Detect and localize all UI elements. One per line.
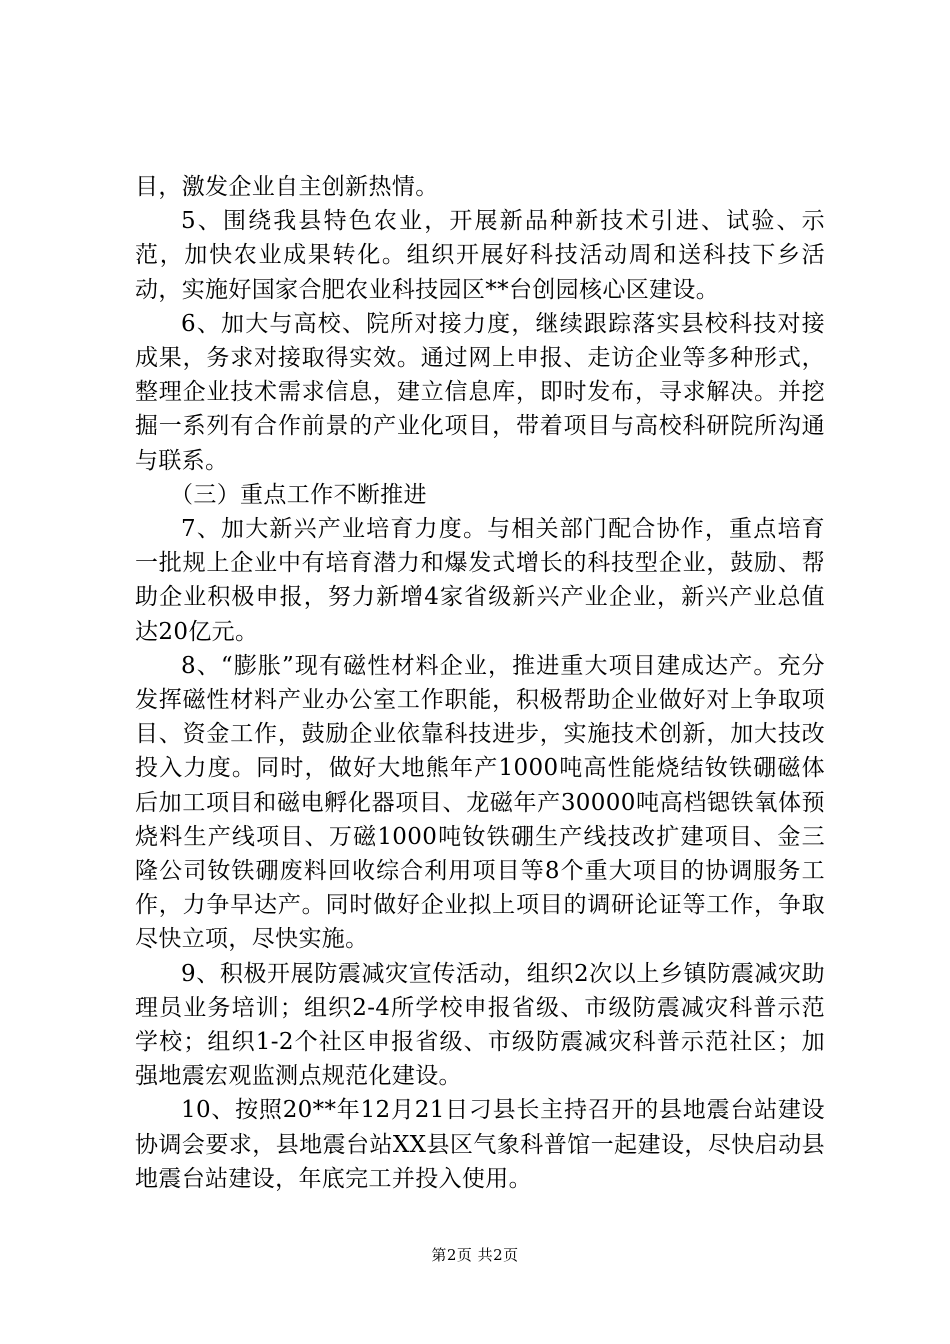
- paragraph-item-5: 5、围绕我县特色农业，开展新品种新技术引进、试验、示范，加快农业成果转化。组织开展好科技活动周和送科技下乡活动，实施好国家合肥农业科技园区**台创园核心区建设。: [135, 208, 825, 303]
- paragraph-item-8: 8、“膨胀”现有磁性材料企业，推进重大项目建成达产。充分发挥磁性材料产业办公室工作职能，积极帮助企业做好对上争取项目、资金工作，鼓励企业依靠科技进步，实施技术创新，加大技改投入力度。同时，做好大地熊年产1000吨高性能烧结钕铁硼磁体后加工项目和磁电孵化器项目、龙磁年产30000吨高档锶铁氧体预烧料生产线项目、万磁1000吨钕铁硼生产线技改扩建项目、金三隆公司钕铁硼废料回收综合利用项目等8个重大项目的协调服务工作，力争早达产。同时做好企业拟上项目的调研论证等工作，争取尽快立项，尽快实施。: [135, 652, 825, 953]
- page-number-footer: 第2页 共2页: [431, 1246, 519, 1264]
- paragraph-item-9: 9、积极开展防震减灾宣传活动，组织2次以上乡镇防震减灾助理员业务培训；组织2-4所学校申报省级、市级防震减灾科普示范学校；组织1-2个社区申报省级、市级防震减灾科普示范社区；加强地震宏观监测点规范化建设。: [135, 960, 825, 1090]
- paragraph-item-6: 6、加大与高校、院所对接力度，继续跟踪落实县校科技对接成果，务求对接取得实效。通过网上申报、走访企业等多种形式，整理企业技术需求信息，建立信息库，即时发布，寻求解决。并挖掘一系列有合作前景的产业化项目，带着项目与高校科研院所沟通与联系。: [135, 310, 825, 474]
- section-heading: （三）重点工作不断推进: [170, 481, 427, 508]
- paragraph-item-7: 7、加大新兴产业培育力度。与相关部门配合协作，重点培育一批规上企业中有培育潜力和爆发式增长的科技型企业，鼓励、帮助企业积极申报，努力新增4家省级新兴产业企业，新兴产业总值达20亿元。: [135, 516, 825, 645]
- paragraph-item-10: 10、按照20**年12月21日刁县长主持召开的县地震台站建设协调会要求，县地震台站XX县区气象科普馆一起建设，尽快启动县地震台站建设，年底完工并投入使用。: [135, 1097, 825, 1192]
- document-body: [135, 170, 825, 1196]
- paragraph-continuation: 目，激发企业自主创新热情。: [135, 174, 439, 200]
